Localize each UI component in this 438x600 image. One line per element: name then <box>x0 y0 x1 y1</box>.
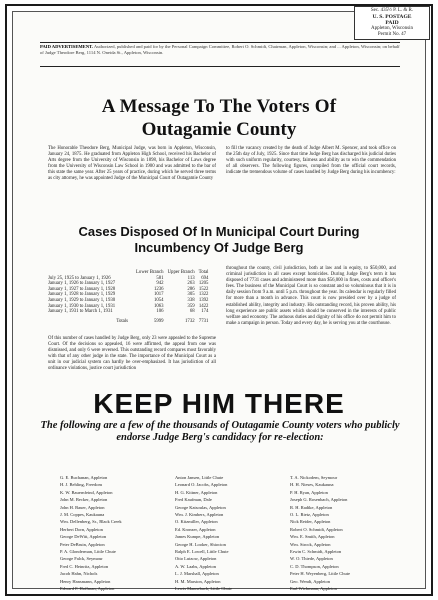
endorser-name: Robert O. Schmidt, Appleton <box>290 526 343 532</box>
row-period: January 1, 1928 to January 1, 1929 <box>48 292 116 298</box>
endorser-name: George Katsoulas, Appleton <box>175 504 226 510</box>
permit-line-5: Permit No. 47 <box>377 32 407 37</box>
permit-line-1: Sec. 435½ P. L. & R. <box>370 8 414 13</box>
endorser-name: George H. Looker, Shiocton <box>175 541 226 547</box>
endorser-name: John M. Becker, Appleton <box>60 497 108 503</box>
row-lower: 581 <box>156 275 164 281</box>
row-period: July 25, 1925 to January 1, 1926 <box>48 275 111 281</box>
intro-right-column: to fill the vacancy created by the death of Judge Albert M. Spencer, and took office on the 25th day of July, 1925. Since that time Judge Berg has discharged his judicial duties with such uniform regularity, courtesy, fairness and ability as to win the commendation of all observers. The following figures, compiled from the official court records, indicate the tremendous volume of cases handled by Judge Berg during his incumbency: <box>226 146 396 176</box>
totals-label: Totals <box>116 318 128 324</box>
endorser-name: Edward F. Hoffman, Appleton <box>60 586 115 592</box>
endorsers-column-3 <box>290 474 350 593</box>
endorser-name: H. G. Kittner, Appleton <box>175 489 218 495</box>
divider-ad-bottom <box>40 66 400 67</box>
endorser-name: Otto Lutzow, Appleton <box>175 556 217 562</box>
cases-table <box>48 270 210 324</box>
row-upper: 113 <box>187 275 195 281</box>
header-total: Total <box>198 270 209 275</box>
endorser-name: Fred C. Heinritz, Appleton <box>60 563 109 569</box>
row-period: January 1, 1929 to January 1, 1930 <box>48 297 116 303</box>
totals-lower: 5999 <box>153 318 164 324</box>
endorser-name: H. J. Behling, Freedom <box>60 482 102 488</box>
endorser-name: C. D. Thompson, Appleton <box>290 563 339 569</box>
endorsers-column-2 <box>175 474 232 593</box>
paid-advertisement-notice <box>40 44 400 55</box>
intro-left-column: The Honorable Theodore Berg, Municipal Judge, was born in Appleton, Wisconsin, January 24, 1875. He graduated from Appleton High School, received his Bachelor of Arts degree from the University of Wisconsin in 1898, his Bachelor of Laws degree from the University of Wisconsin Law School in 1900 and was admitted to the bar of this state the same year. After 25 years of practice, during which he served three terms as city attorney, he was appointed Judge of the Municipal Court of Outagamie County <box>48 146 216 182</box>
endorser-name: George Falck, Seymour <box>60 556 103 562</box>
row-period: January 1, 1930 to January 1, 1931 <box>48 303 116 309</box>
row-upper: 263 <box>187 281 195 287</box>
row-total: 174 <box>201 309 209 315</box>
row-total: 694 <box>201 275 209 281</box>
row-total: 1522 <box>198 286 209 292</box>
row-upper: 305 <box>187 292 195 298</box>
endorser-name: Wm. E. Smith, Appleton <box>290 534 335 540</box>
endorser-name: Henry Hansmann, Appleton <box>60 578 111 584</box>
permit-line-3: PAID <box>385 20 399 26</box>
ad-label: PAID ADVERTISEMENT. <box>40 44 94 49</box>
cases-heading-line-1: Cases Disposed Of In Municipal Court During <box>78 224 360 239</box>
row-total: 1422 <box>198 303 209 309</box>
row-total: 1322 <box>198 292 209 298</box>
endorser-name: W. O. Thiede, Appleton <box>290 556 333 562</box>
endorser-name: Nick Reider, Appleton <box>290 519 331 525</box>
endorser-name: G. E. Buchanan, Appleton <box>60 475 108 480</box>
keep-him-there-heading: KEEP HIM THERE <box>93 388 345 419</box>
endorser-name: Ed. Kronzer, Appleton <box>175 526 216 532</box>
row-upper: 359 <box>187 303 195 309</box>
endorser-name: Wm. Strock, Appleton <box>290 541 331 547</box>
row-lower: 1054 <box>153 297 164 303</box>
endorser-name: James Kumpe, Appleton <box>175 534 220 540</box>
endorser-name: Ralph E. Lowell, Little Chute <box>175 549 229 555</box>
endorser-name: R. H. Radtke, Appleton <box>290 504 333 510</box>
endorsers-column-1 <box>60 474 122 593</box>
row-lower: 1063 <box>153 303 164 309</box>
body-left-column: Of this number of cases handled by Judge Berg, only 23 were appealed to the Supreme Court. Of the decisions so appealed, 16 were affirmed, the appeal from one was dismissed, and only 6 were reversed. This outstanding record compares most favorably with that of any other judge in the state. The importance of the Municipal Court as a unit in our judicial system can hardly be over-emphasized. It has jurisdiction of all ordinance violations, justice court jurisdiction <box>48 336 216 372</box>
cases-heading-line-2: Incumbency Of Judge Berg <box>134 240 304 255</box>
permit-line-4: Appleton, Wisconsin <box>371 26 413 31</box>
row-upper: 338 <box>187 297 195 303</box>
endorser-name: Wm. Dellenberg, Sr., Black Creek <box>60 519 122 525</box>
row-period: January 1, 1926 to January 1, 1927 <box>48 281 116 287</box>
row-lower: 1017 <box>153 292 164 298</box>
headline-line-2: Outagamie County <box>141 119 297 140</box>
endorser-name: T. A. Nickodem, Seymour <box>290 475 338 480</box>
totals-upper: 1732 <box>185 318 195 324</box>
body-right-column: throughout the county, civil jurisdiction, both at law and in equity, to $50,000, and criminal jurisdiction in all cases except homicides. During Judge Berg's term it has disposed of 7731 cases and administered more than $56,000 in fines, costs and officer's fees. The business of the Municipal Court is so constant and so voluminous that it is in daily session from 9 a.m. until 5 p.m. throughout the year. Its calendar is regularly filled for more than a month in advance. This court is now presided over by a judge of established ability, integrity and industry. His outstanding record, his proven ability, his long experience are public assets which should be conserved in the interests of public welfare and economy. The arduous duties and dignity of his office do not permit him to make a campaign in person. Today and every day, he is serving you at the courthouse. <box>226 266 396 326</box>
header-upper: Upper Branch <box>167 270 195 275</box>
row-period: January 1, 1931 to March 1, 1931 <box>48 309 113 315</box>
permit-line-2: U. S. POSTAGE <box>372 14 412 20</box>
headline-line-1: A Message To The Voters Of <box>101 96 337 117</box>
endorser-name: Fred Kaufman, Dale <box>175 497 212 503</box>
endorser-name: Joseph G. Rosenbach, Appleton <box>290 497 348 503</box>
endorser-name: Anton Jansen, Little Chute <box>175 475 224 480</box>
endorser-name: O. Kitzmiller, Appleton <box>175 519 218 525</box>
header-lower: Lower Branch <box>136 270 164 275</box>
ad-text: Authorized, published and paid for by the Personal Campaign Committee, Robert O. Schmidt, Chairman, Appleton, Wisconsin; and ... Appleton, Wisconsin; on behalf of Judge Theodore Berg, 1114 N. Oneida St., Appleton, Wisconsin. <box>40 44 400 55</box>
row-lower: 942 <box>156 281 164 287</box>
endorser-name: Peter H. Weyenberg, Little Chute <box>290 571 350 577</box>
endorser-name: Peter DeBruin, Appleton <box>60 541 105 547</box>
postage-permit-box <box>354 6 430 40</box>
endorser-name: O. L. Rietz, Appleton <box>290 512 329 518</box>
endorser-name: Jacob Hahn, Nichols <box>60 571 98 577</box>
endorser-name: Geo. Wendt, Appleton <box>290 578 331 584</box>
endorser-name: George DeWitt, Appleton <box>60 534 107 540</box>
endorser-name: H. M. Marston, Appleton <box>175 578 221 584</box>
table-totals-row <box>48 315 210 325</box>
row-upper: 286 <box>187 286 195 292</box>
endorser-name: Lewis Mannebach, Little Chute <box>175 586 232 592</box>
endorsement-subheading: The following are a few of the thousands of Outagamie County voters who publicly endorse Judge Berg's candidacy for re-election: <box>40 420 400 443</box>
endorser-name: Herbert Dorn, Appleton <box>60 526 103 532</box>
row-lower: 1236 <box>153 286 164 292</box>
row-total: 1205 <box>198 281 209 287</box>
endorser-name: A. W. Laabs, Appleton <box>175 563 216 569</box>
endorser-name: P. A. Glonderman, Little Chute <box>60 549 116 555</box>
endorser-name: Earl Wichmann, Appleton <box>290 586 337 592</box>
endorser-name: Erwin C. Schmidt, Appleton <box>290 549 342 555</box>
row-upper: 68 <box>189 309 195 315</box>
endorser-name: L. J. Marshall, Appleton <box>175 571 219 577</box>
endorser-name: John H. Bauer, Appleton <box>60 504 105 510</box>
totals-total: 7731 <box>198 318 209 324</box>
endorser-name: K. W. Bauernfeind, Appleton <box>60 489 113 495</box>
row-lower: 106 <box>156 309 164 315</box>
endorser-name: P. H. Ryan, Appleton <box>290 489 328 495</box>
endorser-name: Leonard O. Jacobs, Appleton <box>175 482 228 488</box>
endorser-name: J. M. Coppes, Kaukauna <box>60 512 105 518</box>
endorser-name: H. H. Nieses, Kaukauna <box>290 482 334 488</box>
divider-top <box>40 42 400 43</box>
row-period: January 1, 1927 to January 1, 1928 <box>48 286 116 292</box>
row-total: 1392 <box>198 297 209 303</box>
endorser-name: Wm. J. Kimbers, Appleton <box>175 512 224 518</box>
